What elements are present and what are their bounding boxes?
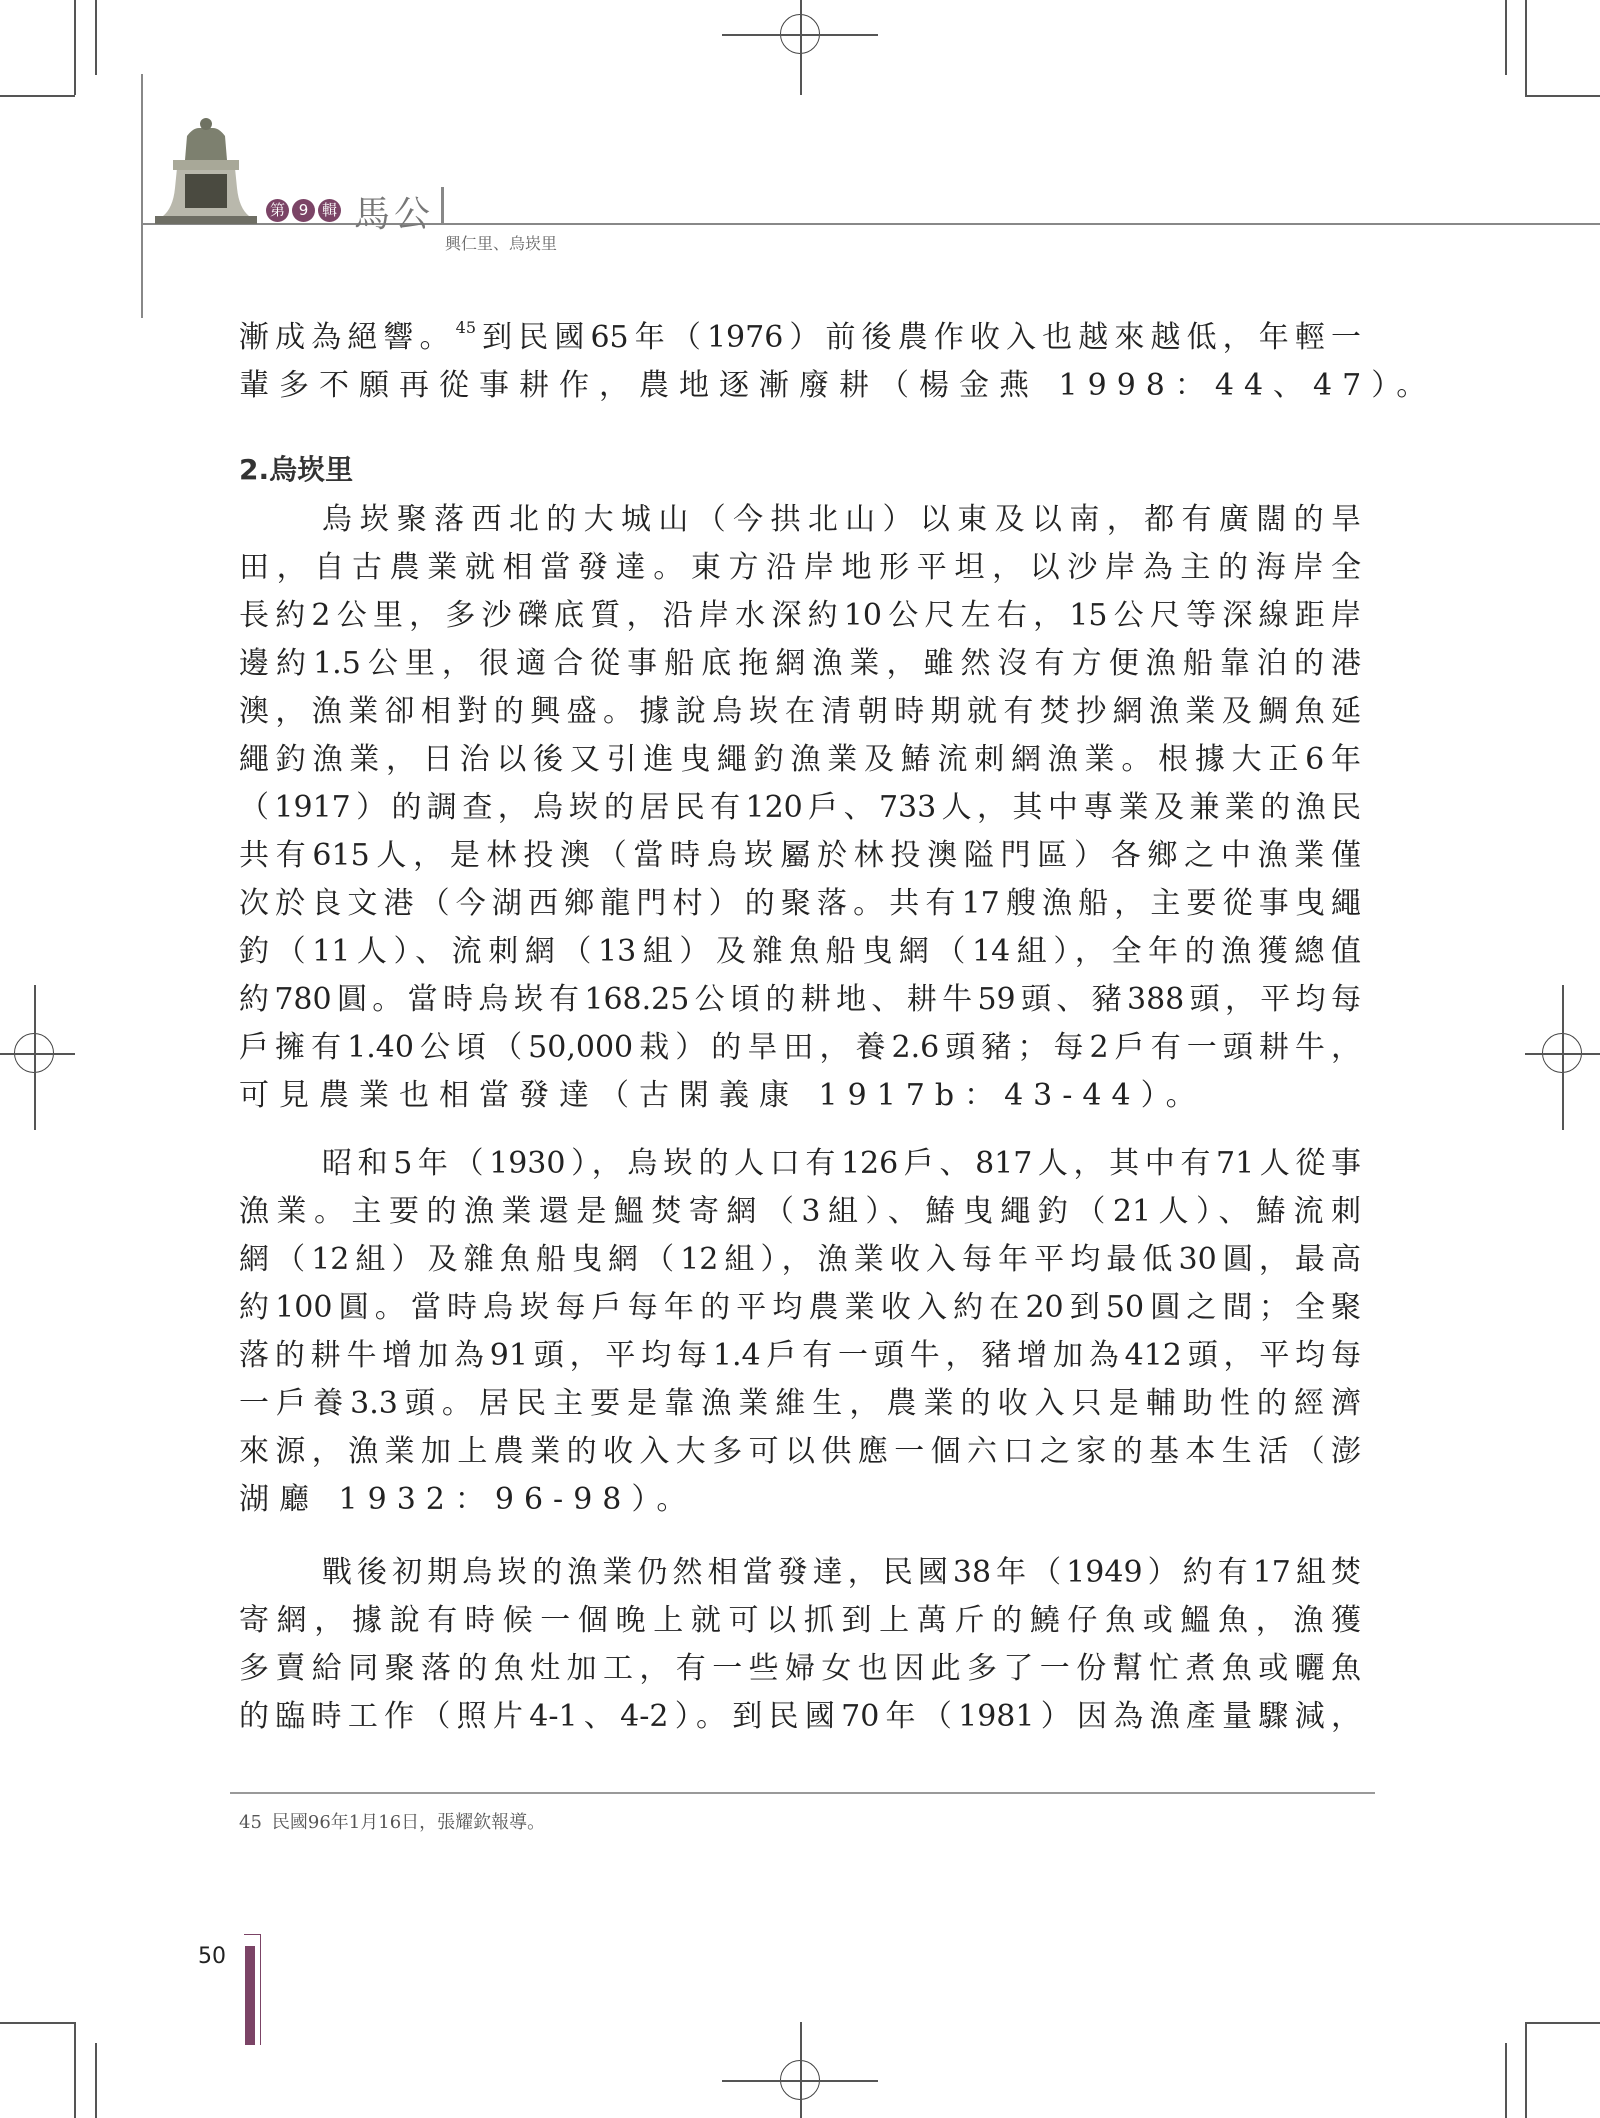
text-line: 昭和5年（1930），烏崁的人口有126戶、817人，其中有71人從事 — [322, 1146, 1361, 1181]
text-line: 烏崁聚落西北的大城山（今拱北山）以東及以南，都有廣闊的旱 — [322, 502, 1361, 537]
crop-mark — [1525, 0, 1527, 95]
section-heading: 2.烏崁里 — [239, 453, 354, 486]
text-line: 戰後初期烏崁的漁業仍然相當發達，民國38年（1949）約有17組焚 — [322, 1555, 1361, 1590]
text-line: 湖廳 1932：96-98）。 — [239, 1482, 697, 1517]
text-line: 長約2公里，多沙礫底質，沿岸水深約10公尺左右，15公尺等深線距岸 — [239, 598, 1361, 633]
paragraph — [239, 496, 1361, 1120]
crop-mark — [74, 2022, 76, 2118]
text-line — [239, 314, 1361, 362]
text-line: 澳，漁業卻相對的興盛。據說烏崁在清朝時期就有焚抄網漁業及鯛魚延 — [239, 694, 1361, 729]
registration-line — [34, 985, 36, 1130]
crop-mark — [0, 95, 75, 97]
paragraph — [239, 1549, 1361, 1741]
footnote — [239, 1808, 545, 1834]
header-left-rule — [141, 74, 143, 318]
crop-mark — [95, 2043, 97, 2118]
text-line: 的臨時工作（照片4-1、4-2）。到民國70年（1981）因為漁產量驟減， — [239, 1699, 1361, 1734]
text-line: 次於良文港（今湖西鄉龍門村）的聚落。共有17艘漁船，主要從事曳繩 — [239, 886, 1361, 921]
footnote-text: 民國96年1月16日，張耀欽報導。 — [271, 1812, 546, 1833]
text-segment: 到民國65年（1976）前後農作收入也越來越低，年輕一 — [476, 320, 1361, 355]
text-line: （1917）的調查，烏崁的居民有120戶、733人，其中專業及兼業的漁民 — [239, 790, 1361, 825]
text-line: 來源，漁業加上農業的收入大多可以供應一個六口之家的基本生活（澎 — [239, 1434, 1361, 1469]
series-badges — [266, 199, 341, 222]
crop-mark — [1525, 95, 1600, 97]
footnote-ref[interactable]: 45 — [455, 318, 477, 337]
crop-mark — [1525, 2022, 1527, 2118]
page-number: 50 — [198, 1944, 226, 1969]
text-line: 約100圓。當時烏崁每戶每年的平均農業收入約在20到50圓之間；全聚 — [239, 1290, 1361, 1325]
text-line: 戶擁有1.40公頃（50,000栽）的旱田，養2.6頭豬；每2戶有一頭耕牛， — [239, 1030, 1361, 1065]
registration-line — [1562, 985, 1564, 1130]
text-line: 漁業。主要的漁業還是鰮焚寄網（3組）、鰆曳繩釣（21人）、鰆流刺 — [239, 1194, 1361, 1229]
text-line: 共有615人，是林投澳（當時烏崁屬於林投澳隘門區）各鄉之中漁業僅 — [239, 838, 1361, 873]
text-line: 網（12組）及雜魚船曳網（12組），漁業收入每年平均最低30圓，最高 — [239, 1242, 1361, 1277]
footnote-number: 45 — [239, 1812, 262, 1833]
text-line: 多賣給同聚落的魚灶加工，有一些婦女也因此多了一份幫忙煮魚或曬魚 — [239, 1651, 1361, 1686]
series-badge: 第 — [266, 199, 289, 222]
crop-mark — [74, 0, 76, 95]
text-line: 約780圓。當時烏崁有168.25公頃的耕地、耕牛59頭、豬388頭，平均每 — [239, 982, 1361, 1017]
text-line: 釣（11人）、流刺網（13組）及雜魚船曳網（14組），全年的漁獲總值 — [239, 934, 1361, 969]
crop-mark — [1505, 2043, 1507, 2118]
text-line: 可見農業也相當發達（古閑義康 1917b：43-44）。 — [239, 1078, 1206, 1113]
text-line: 寄網，據說有時候一個晚上就可以抓到上萬斤的鱙仔魚或鰮魚，漁獲 — [239, 1603, 1361, 1638]
registration-line — [0, 1053, 75, 1055]
text-line: 田，自古農業就相當發達。東方沿岸地形平坦，以沙岸為主的海岸全 — [239, 550, 1361, 585]
crop-mark — [1525, 2022, 1600, 2024]
text-line: 繩釣漁業，日治以後又引進曳繩釣漁業及鰆流刺網漁業。根據大正6年 — [239, 742, 1361, 777]
paragraph-continued — [239, 314, 1437, 410]
page-accent-bracket — [244, 1934, 261, 2045]
crop-mark — [0, 2022, 75, 2024]
paragraph — [239, 1140, 1361, 1524]
crop-mark — [95, 0, 97, 75]
registration-line — [800, 2022, 802, 2118]
crop-mark — [1505, 0, 1507, 75]
text-line: 邊約1.5公里，很適合從事船底拖網漁業，雖然沒有方便漁船靠泊的港 — [239, 646, 1361, 681]
series-badge: 9 — [292, 199, 315, 222]
series-badge: 輯 — [318, 199, 341, 222]
book-title: 馬公 — [354, 194, 435, 235]
footnote-rule — [230, 1792, 1375, 1794]
text-line: 一戶養3.3頭。居民主要是靠漁業維生，農業的收入只是輔助性的經濟 — [239, 1386, 1361, 1421]
chapter-subtitle: 興仁里、烏崁里 — [445, 234, 558, 253]
text-segment: 漸成為絕響。 — [239, 320, 456, 355]
text-line: 落的耕牛增加為91頭，平均每1.4戶有一頭牛，豬增加為412頭，平均每 — [239, 1338, 1361, 1373]
registration-line — [800, 0, 802, 95]
title-divider — [441, 187, 444, 223]
statue-image — [155, 108, 257, 224]
text-line: 輩多不願再從事耕作，農地逐漸廢耕（楊金燕 1998：44、47）。 — [239, 368, 1437, 403]
